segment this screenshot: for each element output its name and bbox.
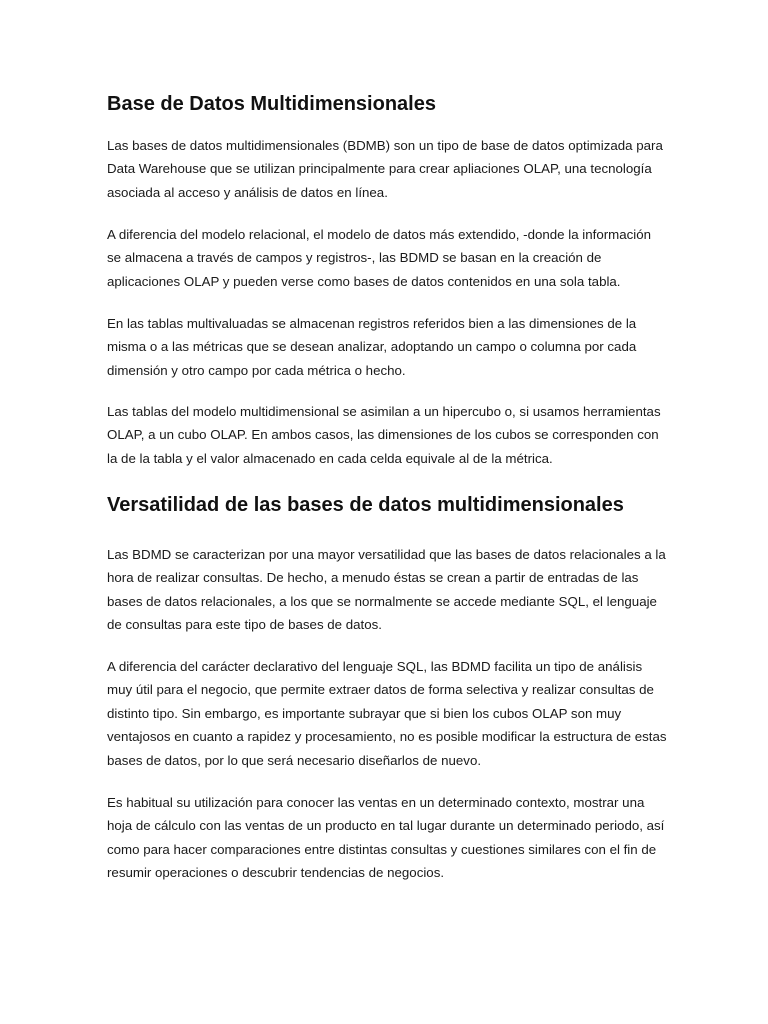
paragraph-sql-difference: A diferencia del carácter declarativo del lenguaje SQL, las BDMD facilita un tipo de análisis muy útil para el negocio, que permite extraer datos de forma selectiva y realizar consultas de distinto tipo. Sin embargo, es importante subrayar que si bien los cubos OLAP son muy ventajosos en cuanto a rapidez y procesamiento, no es posible modificar la estructura de estas bases de datos, por lo que será necesario diseñarlos de nuevo. [107,659,667,768]
section-heading-multidimensional-databases: Base de Datos Multidimensionales [107,93,436,115]
paragraph-hypercube: Las tablas del modelo multidimensional se asimilan a un hipercubo o, si usamos herramientas OLAP, a un cubo OLAP. En ambos casos, las dimensiones de los cubos se corresponden con la de la tabla y el valor almacenado en cada celda equivale al de la métrica. [107,404,661,466]
paragraph-relational-comparison: A diferencia del modelo relacional, el modelo de datos más extendido, -donde la información se almacena a través de campos y registros-, las BDMD se basan en la creación de aplicaciones OLAP y pueden verse como bases de datos contenidos en una sola tabla. [107,227,652,289]
paragraph-multivalued-tables: En las tablas multivaluadas se almacenan registros referidos bien a las dimensiones de la misma o a las métricas que se desean analizar, adoptando un campo o columna por cada dimensión y otro campo por cada métrica o hecho. [107,316,637,378]
paragraph-versatility: Las BDMD se caracterizan por una mayor versatilidad que las bases de datos relacionales a la hora de realizar consultas. De hecho, a menudo éstas se crean a partir de entradas de las bases de datos relacionales, a los que se normalmente se accede mediante SQL, el lenguaje de consultas para este tipo de bases de datos. [107,547,666,633]
paragraph-usage: Es habitual su utilización para conocer las ventas en un determinado contexto, mostrar una hoja de cálculo con las ventas de un producto en tal lugar durante un determinado periodo, así como para hacer comparaciones entre distintas consultas y cuestiones similares con el fin de resumir operaciones o descubrir tendencias de negocios. [107,795,665,881]
paragraph-definition: Las bases de datos multidimensionales (BDMB) son un tipo de base de datos optimizada para Data Warehouse que se utilizan principalmente para crear apliaciones OLAP, una tecnología asociada al acceso y análisis de datos en línea. [107,138,663,200]
section-heading-versatility: Versatilidad de las bases de datos multidimensionales [107,494,624,516]
